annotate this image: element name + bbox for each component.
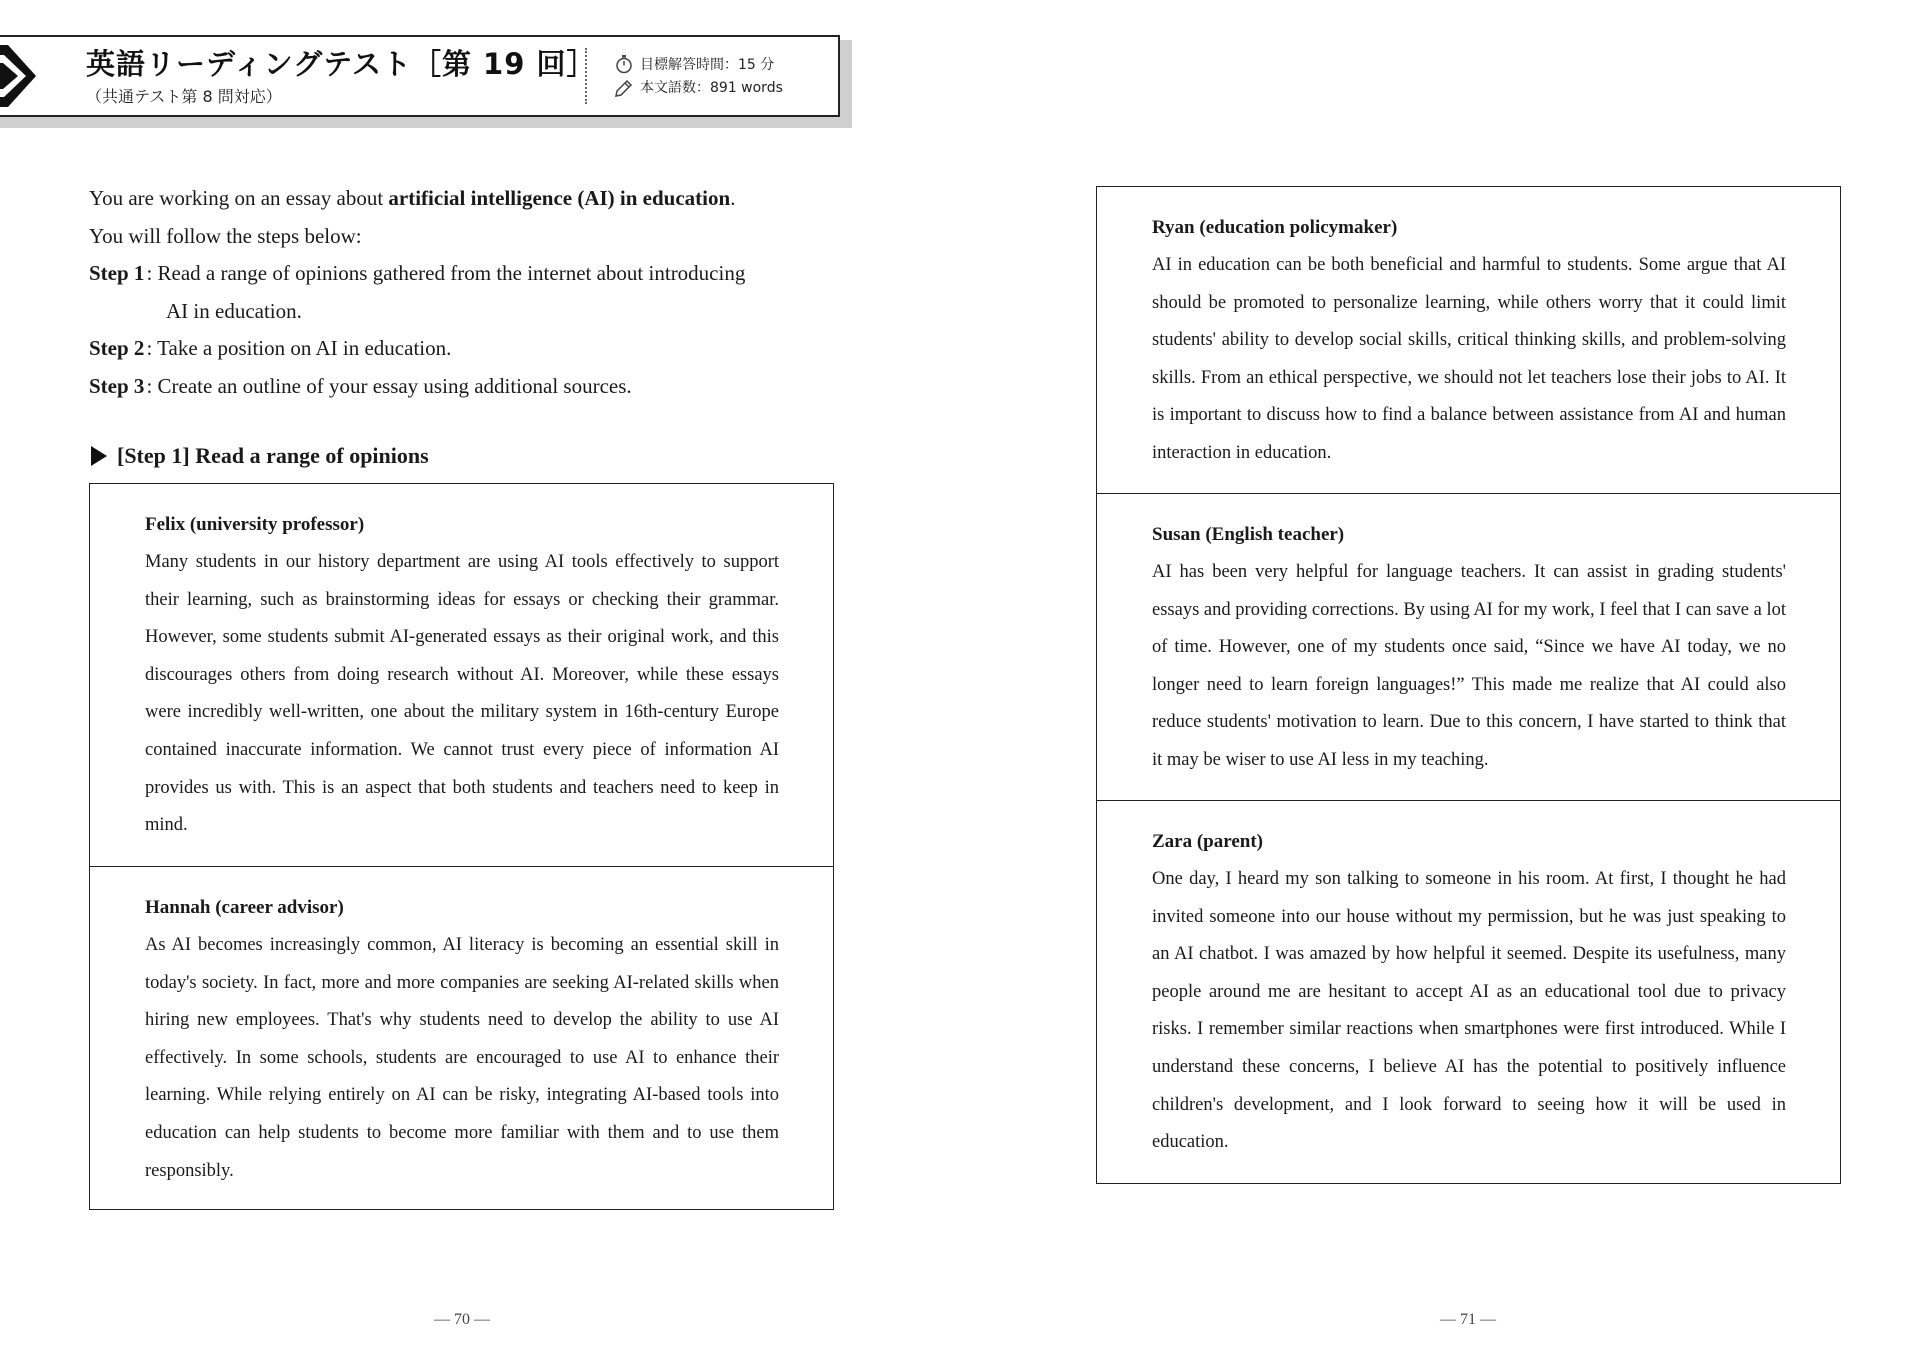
opinion-author: Zara (parent) (1152, 831, 1263, 852)
triangle-right-icon (91, 446, 107, 466)
intro-topic: artificial intelligence (AI) in education (388, 186, 731, 210)
pencil-icon (614, 77, 634, 97)
stopwatch-icon (614, 54, 634, 74)
step-2 (89, 330, 839, 368)
test-title: 英語リーディングテスト［第 19 回］ (86, 47, 597, 81)
opinions-box-left (89, 483, 834, 1210)
step-1-continued: AI in education. (166, 298, 302, 323)
opinion-susan (1097, 494, 1840, 801)
step-text: : Create an outline of your essay using additional sources. (146, 373, 632, 398)
opinion-body: AI in education can be both beneficial and harmful to students. Some argue that AI should be promoted to personalize learning, while others worry that it could limit students' ability to develop social skills, critical thinking skills, and problem-solving skills. From an ethical perspective, we should not let teachers lose their jobs to AI. It is important to discuss how to find a balance between assistance from AI and human interaction in education. (1152, 255, 1786, 463)
target-time-text: 目標解答時間：15 分 (640, 57, 775, 73)
step-3 (89, 368, 839, 406)
test-subtitle: （共通テスト第 8 問対応） (86, 87, 282, 106)
page-number-right: — 71 — (1440, 1311, 1496, 1328)
intro-line-1-suffix: . (730, 186, 736, 210)
opinion-felix (90, 484, 833, 867)
opinion-author: Susan (English teacher) (1152, 524, 1345, 545)
opinion-author: Ryan (education policymaker) (1152, 217, 1398, 238)
step-text: : Read a range of opinions gathered from the internet about introducing (146, 261, 746, 285)
page-number-left: — 70 — (434, 1311, 490, 1328)
opinion-body: One day, I heard my son talking to someone in his room. At first, I thought he had invited someone into our house without my permission, but he was just speaking to an AI chatbot. I was amazed by how helpful it seemed. Despite its usefulness, many people around me are hesitant to accept AI as an educational tool due to privacy risks. I remember similar reactions when smartphones were first introduced. While I understand these concerns, I believe AI has the potential to positively influence children's development, and I look forward to seeing how it will be used in education. (1152, 869, 1786, 1153)
opinion-ryan (1097, 187, 1840, 494)
step-label: Step 3 (89, 373, 145, 398)
intro-line-1 (89, 180, 839, 218)
intro-line-2: You will follow the steps below: (89, 223, 362, 248)
word-count (614, 77, 783, 97)
section-heading-text: [Step 1] Read a range of opinions (117, 443, 429, 468)
opinion-author: Hannah (career advisor) (145, 897, 344, 918)
target-time (614, 54, 774, 74)
section-heading (91, 443, 429, 469)
step-label: Step 2 (89, 336, 145, 360)
opinion-body: AI has been very helpful for language teachers. It can assist in grading students' essays and providing corrections. By using AI for my work, I feel that I can save a lot of time. However, one of my students once said, “Since we have AI today, we no longer need to learn foreign languages!” This made me realize that AI could also reduce students' motivation to learn. Due to this concern, I have started to think that it may be wiser to use AI less in my teaching. (1152, 562, 1786, 770)
step-text: : Take a position on AI in education. (146, 336, 452, 360)
chevron-right-icon (0, 45, 40, 107)
opinion-author: Felix (university professor) (145, 514, 365, 535)
intro-text (89, 180, 839, 405)
opinions-box-right (1096, 186, 1841, 1184)
opinion-hannah (90, 867, 833, 1209)
opinion-zara (1097, 801, 1840, 1183)
opinion-body: Many students in our history department are using AI tools effectively to support their learning, such as brainstorming ideas for essays or checking their grammar. However, some students submit AI-generated essays as their original work, and this discourages others from doing research without AI. Moreover, while these essays were incredibly well-written, one about the military system in 16th-century Europe contained inaccurate information. We cannot trust every piece of information AI provides us with. This is an aspect that both students and teachers need to keep in mind. (145, 552, 779, 836)
step-1 (89, 255, 839, 293)
header-divider (585, 48, 587, 104)
intro-line-1-prefix: You are working on an essay about (89, 186, 389, 210)
opinion-body: As AI becomes increasingly common, AI literacy is becoming an essential skill in today's society. In fact, more and more companies are seeking AI-related skills when hiring new employees. That's why students need to develop the ability to use AI effectively. In some schools, students are encouraged to use AI to enhance their learning. While relying entirely on AI can be risky, integrating AI-based tools into education can help students to become more familiar with them and to use them responsibly. (145, 935, 779, 1181)
step-label: Step 1 (89, 261, 145, 285)
word-count-text: 本文語数：891 words (640, 80, 783, 96)
